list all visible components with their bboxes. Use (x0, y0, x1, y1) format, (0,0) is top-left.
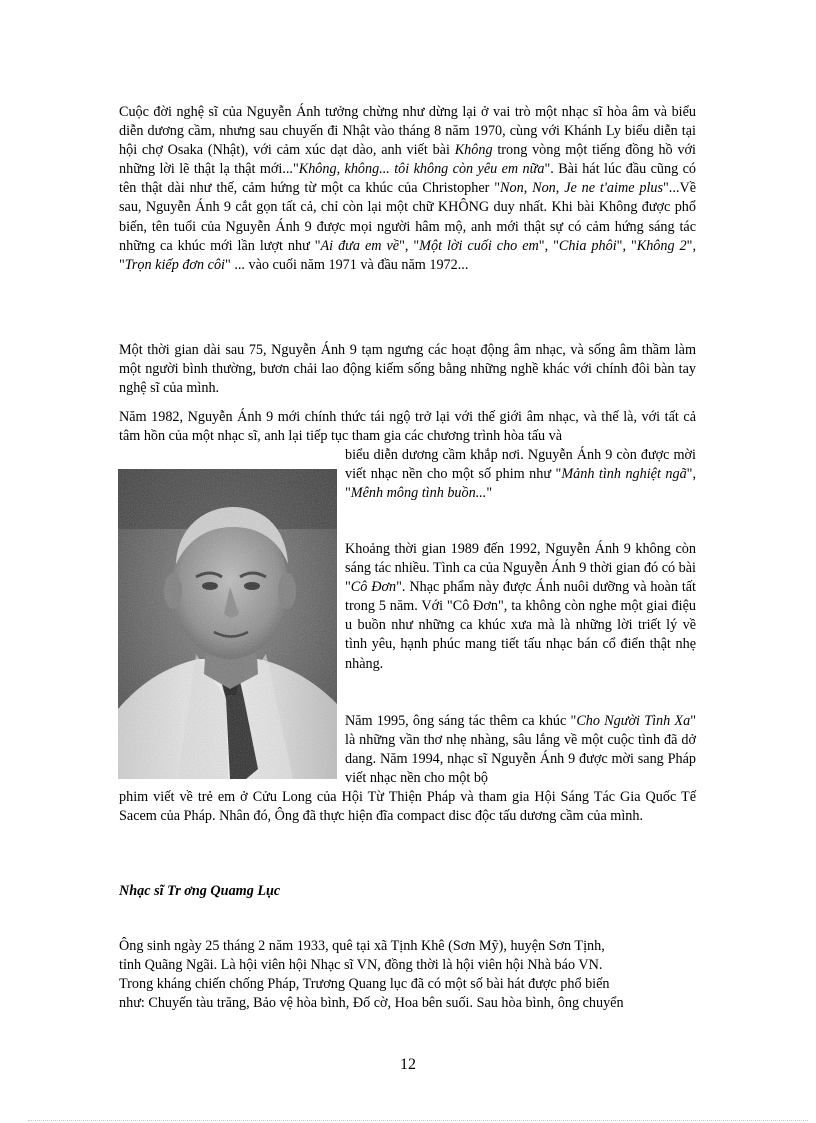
text-run: "...Về sau, Nguyễn Ánh 9 cắt gọn tất cả, chỉ còn lại một chữ KHÔNG duy nhất. Khi bài Không được phổ biến, tên tuổi của Nguyễn Ánh 9 được mọi người hâm mộ, anh mới thật sự có cảm hứng sáng tác những ca khúc mới lần lượt như " (119, 180, 696, 254)
section-heading: Nhạc sĩ Tr ơng Quamg Lục (119, 883, 281, 899)
film-title: Mảnh tình nghiệt ngã (561, 466, 687, 483)
text-line: Trong kháng chiến chống Pháp, Trương Quang lục đã có một số bài hát được phổ biến (119, 976, 610, 993)
song-title: Trọn kiếp đơn côi (124, 256, 225, 273)
song-title: Ai đưa em về (320, 237, 400, 254)
text-run: ", " (119, 237, 696, 273)
paragraph-1995 (345, 712, 696, 788)
song-title: Một lời cuối cho em (419, 237, 539, 254)
text-run: ". Nhạc phẩm này được Ánh nuôi dưỡng và hoàn tất trong 5 năm. Với "Cô Đơn", ta không còn nghe một giai điệu u buồn như những ca khúc xưa mà là những lời triết lý về tình yêu, hạnh phúc mang tiết tấu nhạc bán cổ điển thật nhẹ nhàng. (345, 579, 697, 672)
text-run: " là những vần thơ nhẹ nhàng, sâu lắng về một cuộc tình đã dở dang. Năm 1994, nhạc sĩ Nguyễn Ánh 9 được mời sang Pháp viết nhạc nền cho một bộ (345, 713, 696, 787)
text-run: Khoảng thời gian 1989 đến 1992, Nguyễn Ánh 9 không còn sáng tác nhiều. Tình ca của Nguyễn Ánh 9 thời gian đó có bài " (345, 541, 696, 596)
song-title: Không (454, 142, 493, 159)
film-title: Mênh mông tình buồn... (350, 485, 487, 502)
paragraph-1995-continued: phim viết về trẻ em ở Cửu Long của Hội Từ Thiện Pháp và tham gia Hội Sáng Tác Gia Quốc Tế Sacem của Pháp. Nhân đó, Ông đã thực hiện đĩa compact disc độc tấu dương cầm của mình. (119, 789, 696, 825)
text-run: Năm 1995, ông sáng tác thêm ca khúc " (345, 713, 577, 729)
text-run: ", " (538, 237, 559, 254)
text-run: trong vòng một tiếng đồng hồ với những lời lẽ thật lạ thật mới..." (119, 142, 696, 178)
text-run: ". Bài hát lúc đầu cũng có tên thật dài như thế, cảm hứng từ một ca khúc của Christopher " (119, 161, 696, 197)
paragraph-after-75: Một thời gian dài sau 75, Nguyễn Ánh 9 tạm ngưng các hoạt động âm nhạc, và sống âm thầm làm một người bình thường, bươn chải lao động kiếm sống bằng những nghề khác với chính đôi bàn tay nghệ sĩ của mình. (119, 342, 696, 397)
paragraph-co-don (345, 540, 696, 674)
song-title: Cô Đơn (350, 579, 397, 596)
song-title: Chia phôi (558, 237, 617, 254)
song-title: Cho Người Tình Xa (576, 713, 691, 729)
paragraph-1982: Năm 1982, Nguyễn Ánh 9 mới chính thức tái ngộ trở lại với thế giới âm nhạc, và thế là, với tất cả tâm hồn của một nhạc sĩ, anh lại tiếp tục tham gia các chương trình hòa tấu và (119, 409, 696, 445)
song-title: Không 2 (636, 237, 687, 254)
text-line: như: Chuyến tàu trăng, Bảo vệ hòa bình, Đố cờ, Hoa bên suối. Sau hòa bình, ông chuyển (119, 995, 624, 1012)
paragraph-film-music (345, 446, 696, 503)
paragraph-khong-song (119, 103, 696, 275)
text-run: " ... vào cuối năm 1971 và đầu năm 1972... (224, 256, 469, 273)
portrait-photo (118, 469, 337, 779)
text-run: " (486, 485, 493, 502)
song-title: Non, Non, Je ne t'aime plus (500, 180, 664, 197)
text-run: ", " (345, 466, 697, 502)
text-run: ", " (616, 237, 637, 254)
text-line: Ông sinh ngày 25 tháng 2 năm 1933, quê tại xã Tịnh Khê (Sơn Mỹ), huyện Sơn Tịnh, (119, 938, 605, 954)
song-title: Không, không... tôi không còn yêu em nữa (298, 161, 545, 178)
text-run: ", " (399, 237, 420, 254)
paragraph-biography (119, 937, 696, 1013)
page-number: 12 (400, 1056, 416, 1073)
text-run: Cuộc đời nghệ sĩ của Nguyễn Ánh tưởng chừng như dừng lại ở vai trò một nhạc sĩ hòa âm và biểu diễn dương cầm, nhưng sau chuyến đi Nhật vào tháng 8 năm 1970, cùng với Khánh Ly biểu diễn tại hội chợ Osaka (Nhật), với cảm xúc dạt dào, anh viết bài (119, 104, 696, 159)
text-line: tỉnh Quãng Ngãi. Là hội viên hội Nhạc sĩ VN, đồng thời là hội viên hội Nhà báo VN. (119, 957, 603, 974)
page-bottom-border (28, 1120, 808, 1121)
text-run: biểu diễn dương cầm khắp nơi. Nguyễn Ánh 9 còn được mời viết nhạc nền cho một số phim như " (345, 447, 696, 483)
